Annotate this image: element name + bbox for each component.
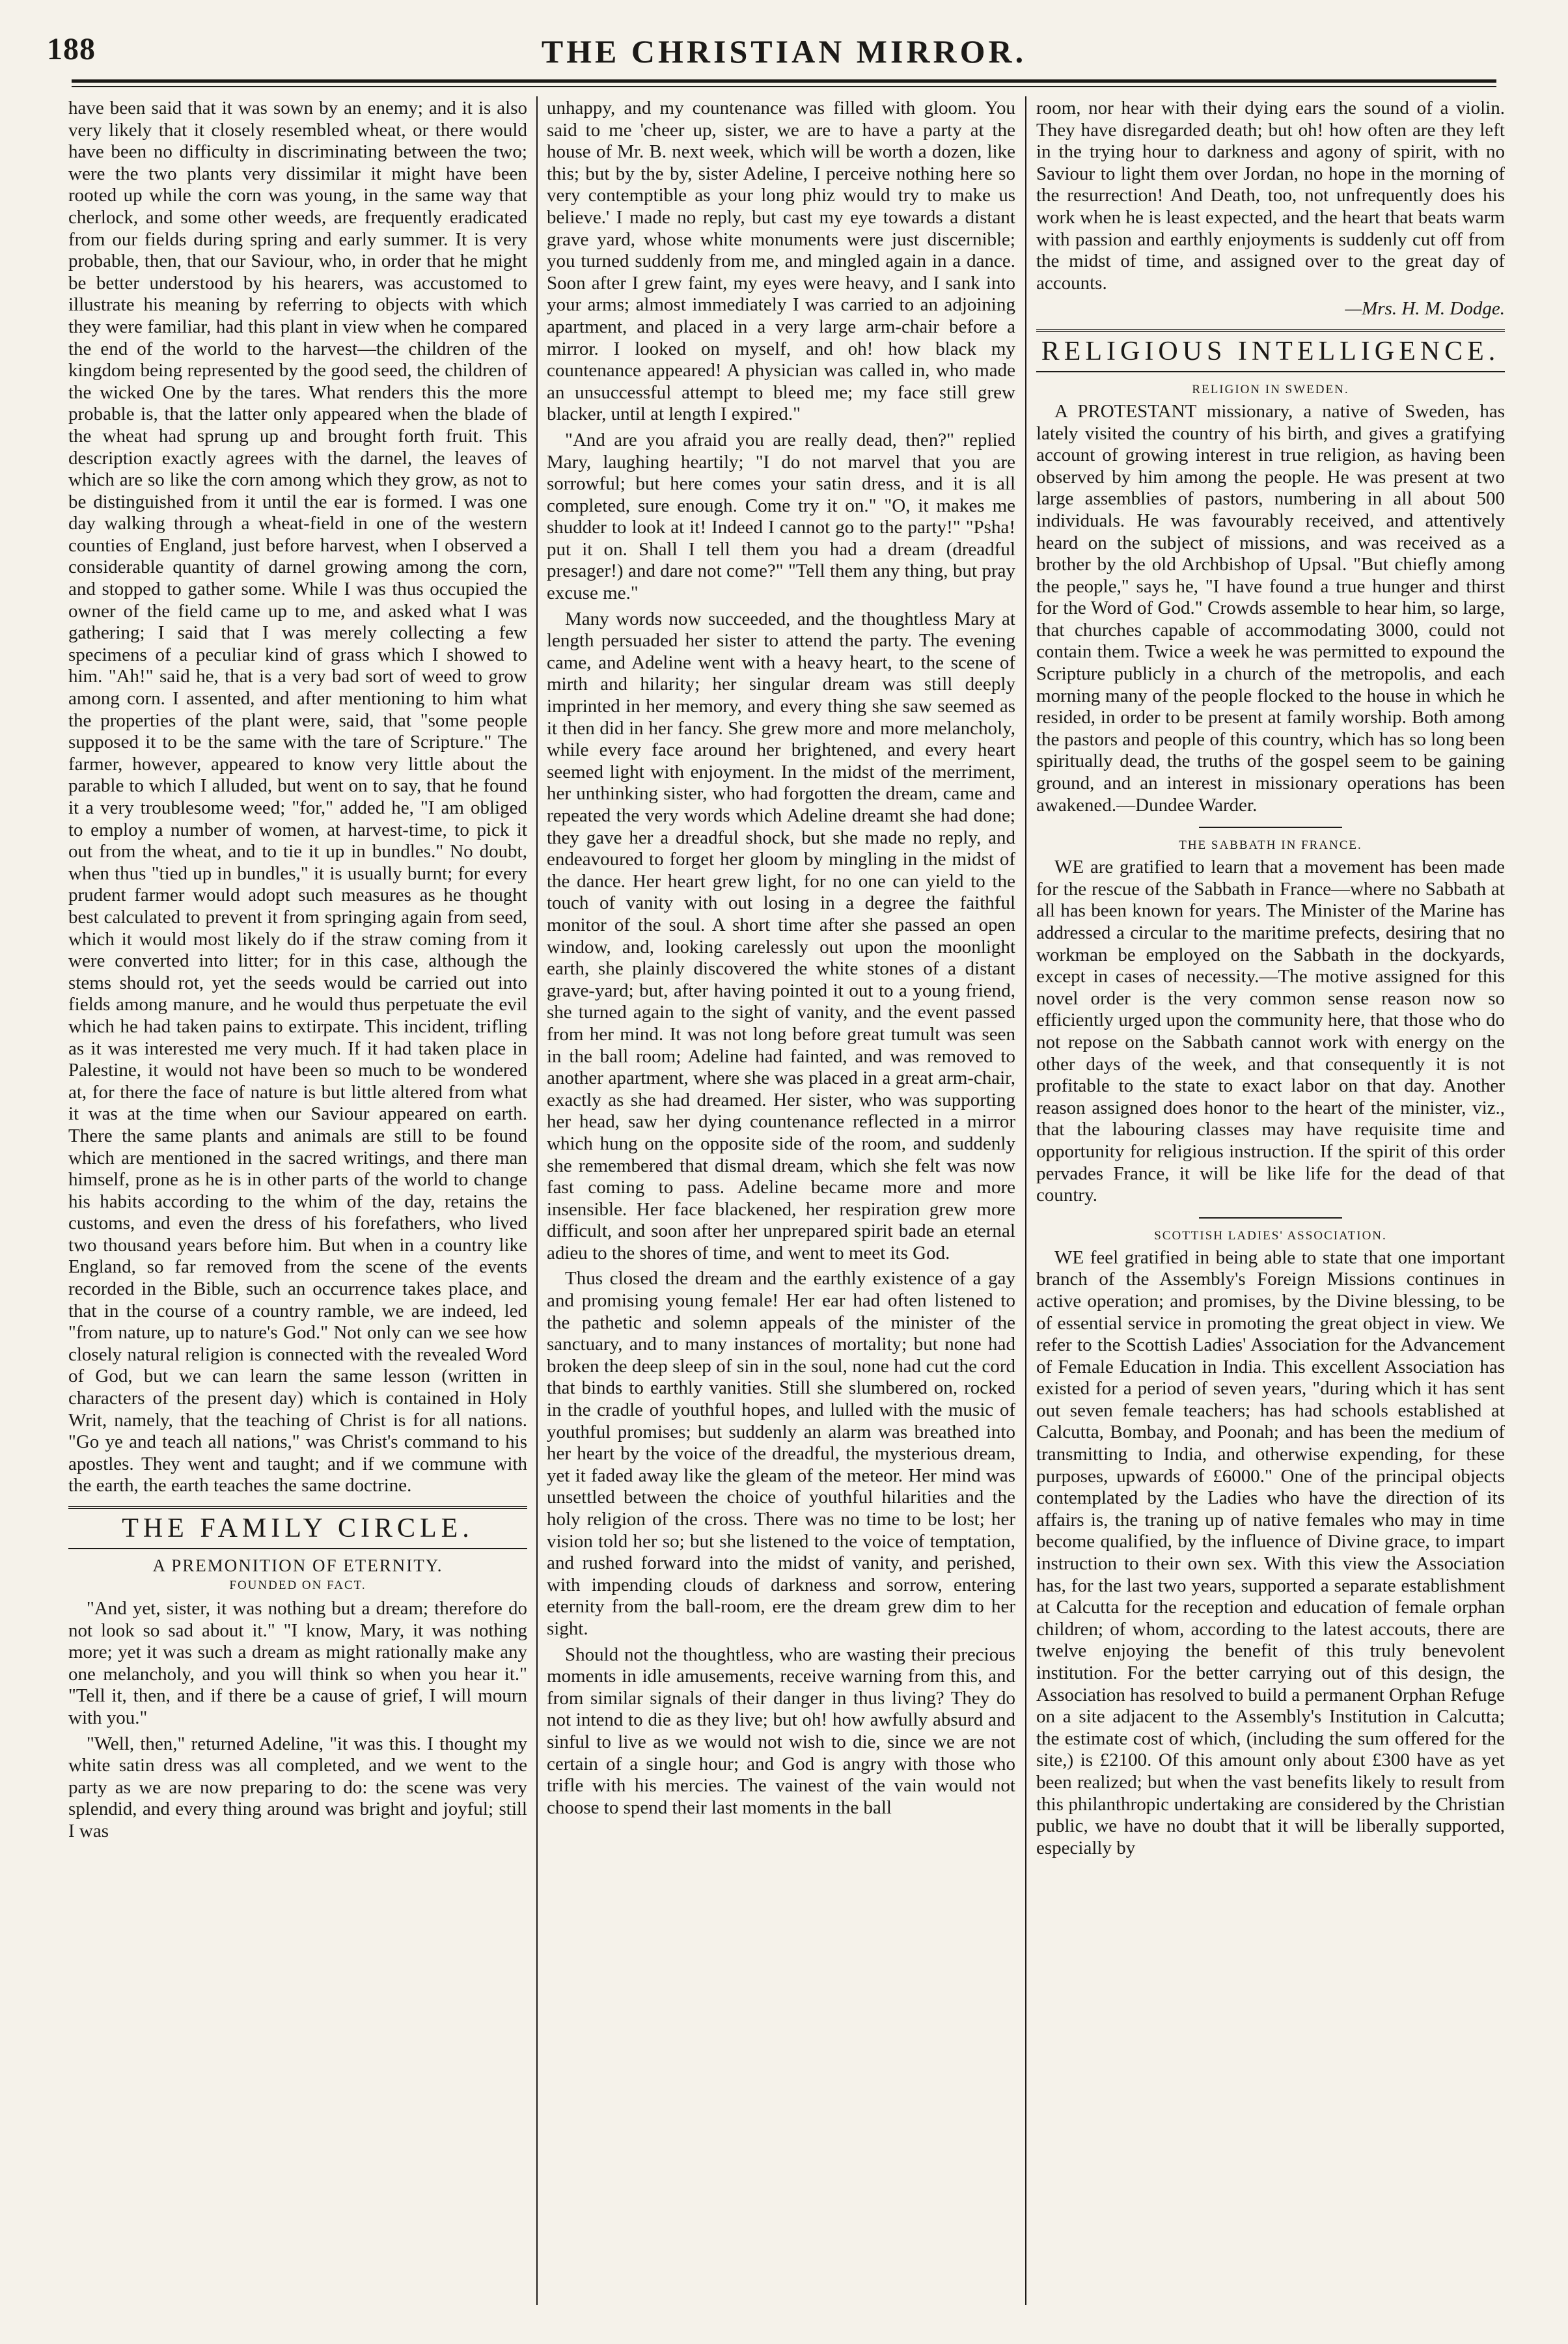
article-title: THE SABBATH IN FRANCE. xyxy=(1179,838,1362,853)
story-paragraph: Many words now succeeded, and the thoughtless Mary at length persuaded her sister to attend the party. The evening came, and Adeline went with a heavy heart, to the scene of mirth and hilarity; her singular dream was still deeply imprinted in her memory, and every thing she saw seemed as it then did in her fancy. She grew more and more melancholy, while every face around her brightened, and every heart seemed light with enjoyment. In the midst of the merriment, her unthinking sister, who had forgotten the dream, came and repeated the very words which Adeline dreamt she had done; they gave her a dreadful shock, but she made no reply, and endeavoured to forget her gloom by mingling in the midst of the dance. Her heart grew light, for no one can yield to the touch of vanity with out losing in a degree the faithful monitor of the soul. A short time after she passed an open window, and, looking carelessly out upon the moonlight earth, she plainly discovered the white stones of a distant grave-yard; but, after having pointed it out to a young friend, she turned again to the sight of vanity, and the event passed from her mind. It was not long before great tumult was seen in the ball room; Adeline had fainted, and was removed to another apartment, where she was placed in a great arm-chair, exactly as she had dreamed. Her sister, who was supporting her head, saw her dying countenance reflected in a mirror which hung on the opposite side of the room, and suddenly she remembered that dismal dream, which she felt was now fast coming to pass. Adeline became more and more insensible. Her face blackened, her respiration grew more difficult, and soon after her unprepared spirit bade an eternal adieu to the shores of time, and went to meet its God. xyxy=(547,608,1015,1263)
column-2 xyxy=(547,98,1015,2324)
article-separator xyxy=(1199,827,1342,828)
article-paragraph: WE are gratified to learn that a movement has been made for the rescue of the Sabbath in France—where no Sabbath at all has been known for years. The Minister of the Marine has addressed a circular to the maritime prefects, desiring that no workman be employed on the Sabbath in the dockyards, except in cases of necessity.—The motive assigned for this novel order is the very common sense reason now so efficiently urged upon the community here, that those who do not repose on the Sabbath cannot work with energy on the other days of the week, and that consequently it is not profitable to the state to exact labor on that day. Another reason assigned does honor to the heart of the minister, viz., that the labouring classes may have requisite time and opportunity for religious instruction. If the spirit of this order pervades France, it will be like life for the dead of that country. xyxy=(1036,857,1505,1206)
story-paragraph: "And are you afraid you are really dead, then?" replied Mary, laughing heartily; "I do not marvel that you are sorrowful; but here comes your satin dress, and it is all completed, sure enough. Come try it on." "O, it makes me shudder to look at it! Indeed I cannot go to the party!" "Psha! put it on. Shall I tell them you had a dream (dreadful presager!) and dare not come?" "Tell them any thing, but pray excuse me." xyxy=(547,429,1015,604)
article-paragraph: A PROTESTANT missionary, a native of Sweden, has lately visited the country of his birth, and gives a gratifying account of growing interest in true religion, as having been observed by him among the people. He was present at two large assemblies of pastors, numbering in all about 500 individuals. He was favourably received, and attentively heard on the subject of missions, and was received as a brother by the old Archbishop of Upsal. "But chiefly among the people," says he, "I have found a true hunger and thirst for the Word of God." Crowds assemble to hear him, so large, that churches capable of accommodating 3000, could not contain them. Twice a week he was permitted to expound the Scripture publicly in a church of the metropolis, and each morning many of the people flocked to the house in which he resided, in order to be present at family worship. Both among the pastors and people of this country, which has so long been spiritually dead, the truths of the gospel seem to be gaining ground, and an interest in missionary operations has been awakened.—Dundee Warder. xyxy=(1036,400,1505,816)
header-rule-thin xyxy=(72,86,1496,87)
column-1 xyxy=(68,98,527,2324)
author-signature: —Mrs. H. M. Dodge. xyxy=(1345,298,1505,320)
column-3 xyxy=(1036,98,1505,2324)
article-title: SCOTTISH LADIES' ASSOCIATION. xyxy=(1154,1228,1387,1243)
page-number: 188 xyxy=(47,32,96,66)
story-paragraph: Thus closed the dream and the earthly existence of a gay and promising young female! Her ear had often listened to the pathetic and solemn appeals of the minister of the sanctuary, and to many instances of mortality; but none had broken the deep sleep of sin in the soul, none had cut the cord that binds to earthly vanities. Still she slumbered on, rocked in the cradle of youthful hopes, and lulled with the music of youthful promises; but suddenly an alarm was breathed into her heart by the voice of the dreadful, the mysterious dream, yet it faded away like the gleam of the meteor. Her mind was unsettled between the choice of youthful hilarities and the holy religion of the cross. There was no time to be lost; her vision told her so; but she listened to the voice of temptation, and rushed forward into the midst of vanity, and perished, with impending clouds of darkness and sorrow, entering eternity from the ball-room, ere the dream grew dim to her sight. xyxy=(547,1268,1015,1639)
article-title: RELIGION IN SWEDEN. xyxy=(1192,382,1349,396)
column-divider xyxy=(1025,96,1026,2305)
story-paragraph: "And yet, sister, it was nothing but a dream; therefore do not look so sad about it." "I know, Mary, it was nothing more; yet it was such a dream as might rationally make any one melancholy, and you will think so when you hear it." "Tell it, then, and if there be a cause of grief, I will mourn with you." xyxy=(68,1598,527,1728)
section-title-family-circle: THE FAMILY CIRCLE. xyxy=(68,1506,527,1549)
article-paragraph: WE feel gratified in being able to state that one important branch of the Assembly's Foreign Missions continues in active operation; and promises, by the Divine blessing, to be of essential service in promoting the great object in view. We refer to the Scottish Ladies' Association for the Advancement of Female Education in India. This excellent Association has existed for a period of seven years, "during which it has sent out seven female teachers; has had schools established at Calcutta, Bombay, and Poonah; and has been the medium of transmitting to India, and otherwise expending, for these purposes, upwards of £6000." One of the principal objects contemplated by the Ladies who have the direction of its affairs is, the traning up of native females who may in time become qualified, by the influence of Divine grace, to impart instruction to their own sex. With this view the Association has, for the last two years, supported a separate establishment at Calcutta for the reception and education of female orphan children; of whom, according to the latest accouts, there are twelve enjoying the benefit of this truly benevolent institution. For the better carrying out of this design, the Association has resolved to build a permanent Orphan Refuge on a site adjacent to the Assembly's Institution in Calcutta; the estimate cost of which, (including the sum offered for the site,) is £2100. Of this amount only about £300 have as yet been realized; but when the vast benefits likely to result from this philanthropic undertaking are considered by the Christian public, we have no doubt that it will be liberally supported, especially by xyxy=(1036,1247,1505,1858)
section-title-religious-intelligence: RELIGIOUS INTELLIGENCE. xyxy=(1036,329,1505,372)
story-paragraph: unhappy, and my countenance was filled with gloom. You said to me 'cheer up, sister, we are to have a party at the house of Mr. B. next week, which will be worth a dozen, like this; but by the by, sister Adeline, I perceive nothing here so very contemptible as your long phiz would try to make us believe.' I made no reply, but cast my eye towards a distant grave yard, whose white monuments were just discernible; you turned suddenly from me, and mingled again in a dance. Soon after I grew faint, my eyes were heavy, and I sank into your arms; almost immediately I was carried to an adjoining apartment, and placed in a very large arm-chair before a mirror. I looked on myself, and oh! how black my countenance appeared! A physician was called in, who made an unsuccessful attempt to bleed me; my face still grew blacker, until at length I expired." xyxy=(547,98,1015,425)
story-title: A PREMONITION OF ETERNITY. xyxy=(152,1556,443,1575)
story-subtitle: FOUNDED ON FACT. xyxy=(229,1579,366,1592)
article-separator xyxy=(1199,1217,1342,1219)
story-paragraph: Should not the thoughtless, who are wasting their precious moments in idle amusements, receive warning from this, and from similar signals of their danger in thus living? They do not intend to die as they live; but oh! how awfully absurd and sinful to live as we would not wish to die, since we are not certain of a single hour; and God is angry with those who trifle with his mercies. The vainest of the vain would not choose to spend their last moments in the ball xyxy=(547,1644,1015,1818)
story-paragraph: "Well, then," returned Adeline, "it was this. I thought my white satin dress was all completed, and we went to the party as we are now preparing to do: the scene was very splendid, and every thing around was bright and joyful; still I was xyxy=(68,1733,527,1841)
masthead: THE CHRISTIAN MIRROR. xyxy=(541,33,1027,70)
column-divider xyxy=(536,96,538,2305)
story-paragraph: room, nor hear with their dying ears the sound of a violin. They have disregarded death; but oh! how often are they left in the trying hour to darkness and agony of spirit, with no Saviour to light them over Jordan, no hope in the morning of the resurrection! And Death, too, not unfrequently does his work when he is least expected, and the heart that beats warm with passion and earthly enjoyments is suddenly cut off from the midst of time, and assigned over to the great day of accounts. xyxy=(1036,98,1505,294)
header-rule xyxy=(72,79,1496,83)
article-paragraph: have been said that it was sown by an enemy; and it is also very likely that it closely resembled wheat, or there would have been no difficulty in discriminating between the two; were the two plants very dissimilar it might have been rooted up while the corn was young, in the same way that cherlock, and some other weeds, are frequently eradicated from our fields during spring and early summer. It is very probable, then, that our Saviour, who, in order that he might be better understood by his hearers, was accustomed to illustrate his meaning by referring to objects with which they were familiar, had this plant in view when he compared the end of the world to the harvest—the children of the kingdom being represented by the good seed, the children of the wicked One by the tares. What renders this the more probable is, that the latter only appeared when the blade of the wheat had sprung up and brought forth fruit. This description exactly agrees with the darnel, the leaves of which are so like the corn among which they grow, as not to be distinguished from it until the ear is formed. I was one day walking through a wheat-field in one of the western counties of England, just before harvest, when I observed a considerable quantity of darnel growing among the corn, and stopped to gather some. While I was thus occupied the owner of the field came up to me, and asked what I was gathering; I said that I was merely collecting a few specimens of a peculiar kind of grass which I showed to him. "Ah!" said he, that is a very bad sort of weed to grow among corn. I assented, and after mentioning to him what the properties of the plant were, said, that "some people supposed it to be the same with the tare of Scripture." The farmer, however, appeared to know very little about the parable to which I alluded, but went on to say, that he found it a very troublesome weed; "for," added he, "I am obliged to employ a number of women, at harvest-time, to pick it out from the wheat, and to tie it up in bundles." No doubt, when thus "tied up in bundles," it is usually burnt; for every prudent farmer would adopt such measures as he thought best calculated to prevent it from springing again from seed, which it would most likely do if the straw coming from it were converted into litter; for in this case, although the stems should rot, yet the seeds would be carried out into fields among manure, and he would thus perpetuate the evil which he had taken pains to extirpate. This incident, trifling as it was interested me very much. If it had taken place in Palestine, it would not have been so much to be wondered at, for there the face of nature is but little altered from what it was at the time when our Saviour appeared on earth. There the same plants and animals are still to be found which are mentioned in the sacred writings, and there man himself, prone as he is in other parts of the world to change his habits according to the whim of the day, retains the customs, and even the dress of his forefathers, who lived two thousand years before him. But when in a country like England, so far removed from the scene of the events recorded in the Bible, such an occurrence takes place, and that in the course of a country ramble, we are indeed, led "from nature, up to nature's God." Not only can we see how closely natural religion is connected with the revealed Word of God, but we can learn the same lesson (written in characters of the present day) which is contained in Holy Writ, namely, that the teaching of Christ is for all nations. "Go ye and teach all nations," was Christ's command to his apostles. They went and taught; and if we commune with the earth, the earth teaches the same doctrine. xyxy=(68,98,527,1496)
